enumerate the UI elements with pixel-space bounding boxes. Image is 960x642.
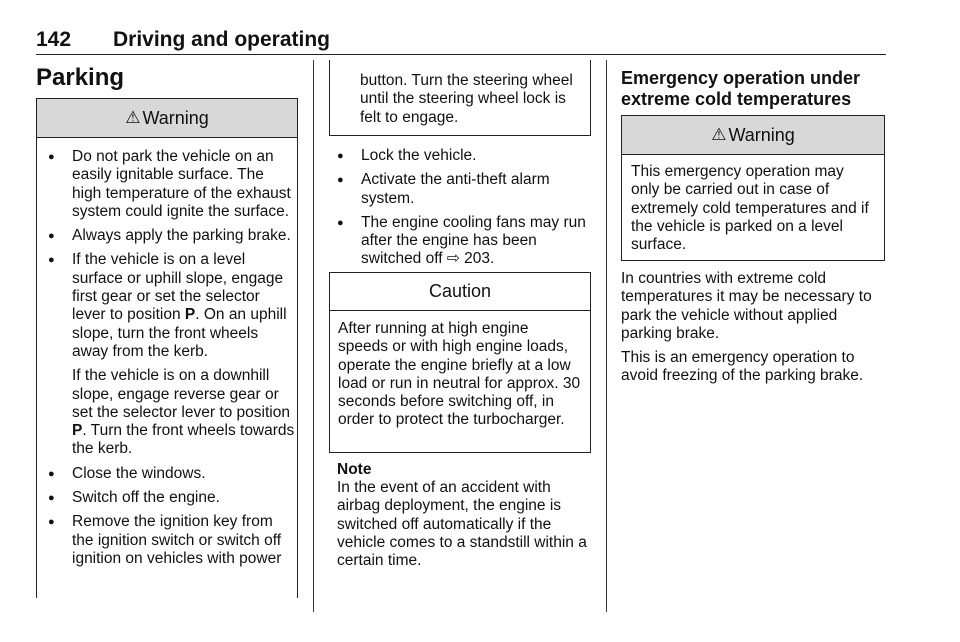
page-ref-arrow-icon: ⇨ <box>446 250 460 268</box>
downhill-paragraph: If the vehicle is on a downhill slope, engage reverse gear or set the selector lever to position P. Turn the front wheels towards the kerb. <box>72 367 295 458</box>
page-number: 142 <box>36 28 72 51</box>
list-item: ● The engine cooling fans may run after the engine has been switched off ⇨ 203. <box>332 214 594 269</box>
warning-continuation-text: button. Turn the steering wheel until the steering wheel lock is felt to engage. <box>360 72 573 126</box>
warning-box-parking <box>36 98 298 598</box>
warning-header <box>37 99 297 138</box>
parking-heading: Parking <box>36 64 125 91</box>
warning-icon: ⚠ <box>125 108 141 127</box>
caution-label: Caution <box>428 281 492 301</box>
list-item: ● Remove the ignition key from the ignition switch or switch off ignition on vehicles with power <box>43 513 297 568</box>
caution-box <box>329 272 591 453</box>
emergency-heading: Emergency operation under extreme cold temperatures <box>621 68 861 109</box>
warning-cold-text: This emergency operation may only be carried out in case of extremely cold temperatures and if the vehicle is parked on a level surface. <box>631 163 869 254</box>
list-item: ● Lock the vehicle. <box>332 147 594 165</box>
list-item: ● If the vehicle is on a level surface or uphill slope, engage first gear or set the selector lever to position P. On an uphill slope, turn the front wheels away from the kerb. <box>43 251 297 361</box>
warning-box-cold <box>621 115 885 261</box>
warning-box-continuation <box>329 60 591 136</box>
warning-body <box>37 138 297 568</box>
column-divider-1 <box>313 60 314 612</box>
note-label: Note <box>337 461 372 478</box>
warning-label: Warning <box>142 107 209 128</box>
list-item: ● Do not park the vehicle on an easily ignitable surface. The high temperature of the exhaust system could ignite the surface. <box>43 148 297 221</box>
section-title: Driving and operating <box>113 28 331 51</box>
list-item: ● Close the windows. <box>43 465 297 483</box>
caution-header <box>330 273 590 311</box>
middle-list <box>332 147 594 275</box>
warning-header-cold <box>622 116 884 155</box>
note-text: In the event of an accident with airbag deployment, the engine is switched off automatically if the vehicle comes to a standstill within a certain time. <box>337 479 587 570</box>
column-divider-2 <box>606 60 607 612</box>
list-item: ● Switch off the engine. <box>43 489 297 507</box>
list-item: ● Always apply the parking brake. <box>43 227 297 245</box>
paragraph: In countries with extreme cold temperatures it may be necessary to park the vehicle without applied parking brake. <box>621 270 872 342</box>
paragraph: This is an emergency operation to avoid freezing of the parking brake. <box>621 349 864 385</box>
page-header <box>36 28 886 55</box>
note-block <box>337 461 597 570</box>
emergency-paragraphs <box>621 270 887 392</box>
warning-icon: ⚠ <box>711 125 727 144</box>
list-item: ● Activate the anti-theft alarm system. <box>332 171 594 208</box>
caution-text: After running at high engine speeds or with high engine loads, operate the engine briefly at a low load or run in neutral for approx. 30 seconds before switching off, in order to protect the turbocharger. <box>338 320 581 429</box>
warning-label: Warning <box>728 124 795 145</box>
